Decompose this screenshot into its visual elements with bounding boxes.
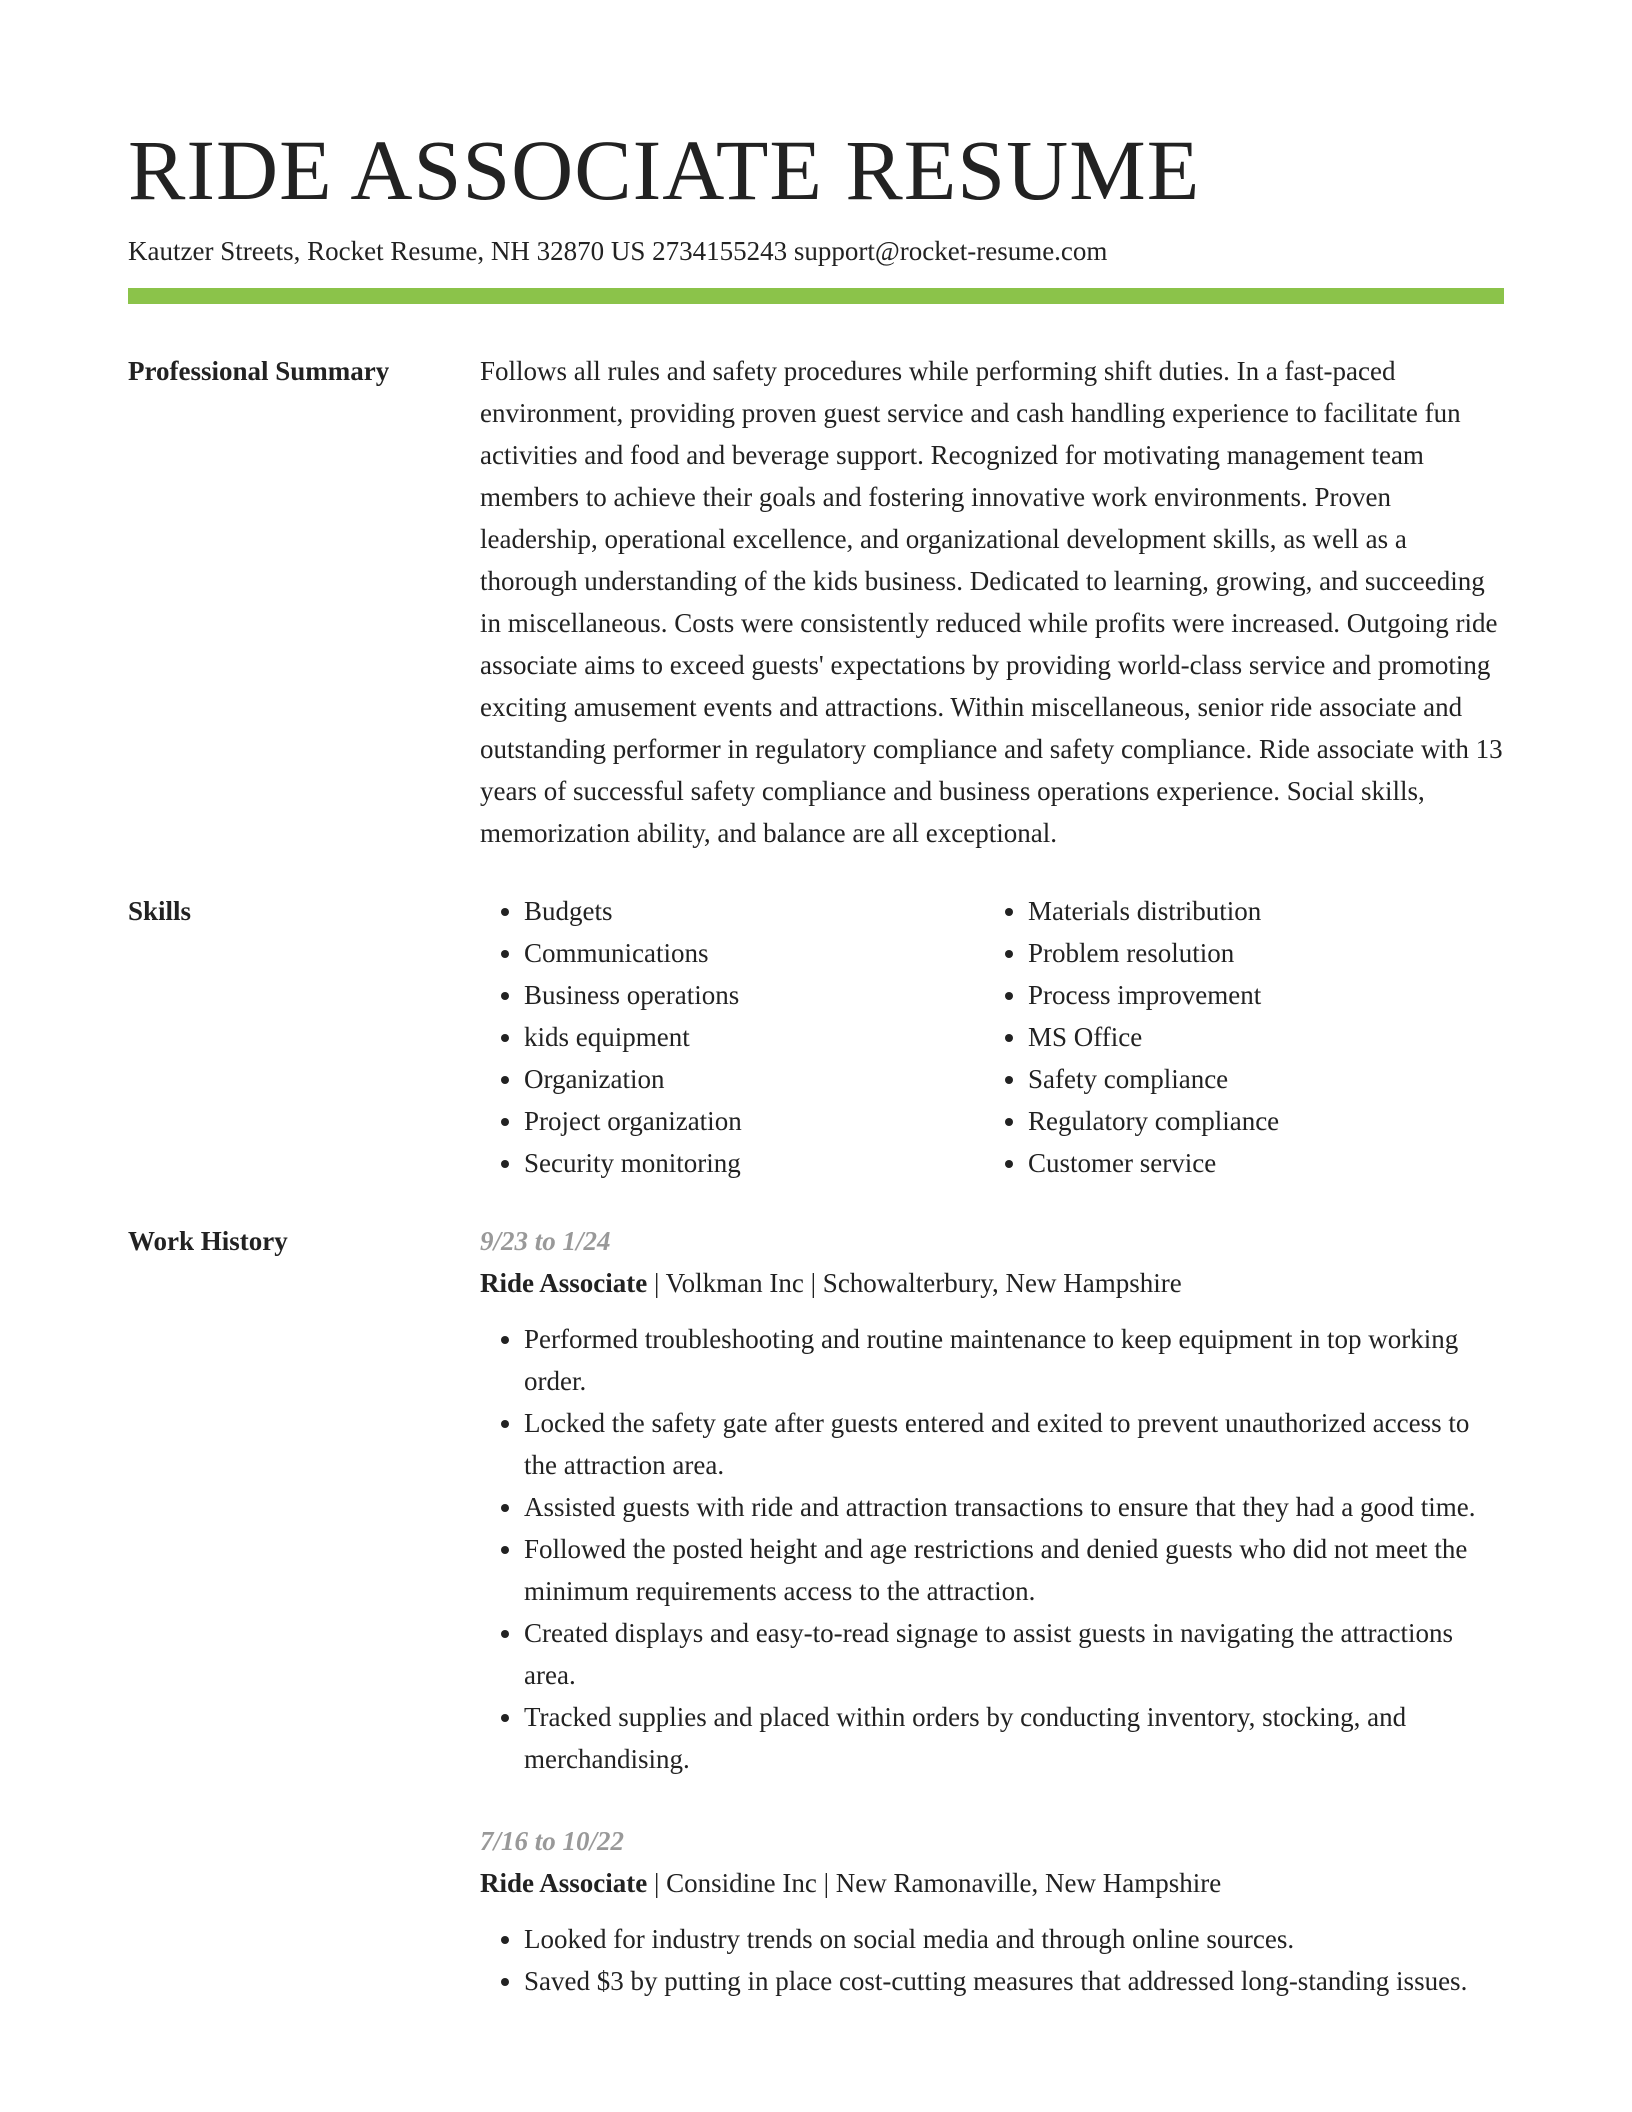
skill-item: • Problem resolution — [1028, 932, 1488, 974]
summary-text: Follows all rules and safety procedures while performing shift duties. In a fast-paced environment, providing proven guest service and cash handling experience to facilitate fun activities and food and beverage support. Recognized for motivating management team members to achieve their goals and fostering innovative work environments. Proven leadership, operational excellence, and organizational development skills, as well as a thorough understanding of the kids business. Dedicated to learning, growing, and succeeding in miscellaneous. Costs were consistently reduced while profits were increased. Outgoing ride associate aims to exceed guests' expectations by providing world-class service and promoting exciting amusement events and attractions. Within miscellaneous, senior ride associate and outstanding performer in regulatory compliance and safety compliance. Ride associate with 13 years of successful safety compliance and business operations experience. Social skills, memorization ability, and balance are all exceptional. — [480, 356, 1503, 848]
job-title: Ride Associate — [480, 1868, 648, 1898]
job-bullet: • Assisted guests with ride and attraction transactions to ensure that they had a good time. — [524, 1486, 1504, 1528]
skill-item: • Project organization — [524, 1100, 984, 1142]
skills-column-left — [480, 890, 984, 1184]
skill-item: • Materials distribution — [1028, 890, 1488, 932]
job-separator: | — [647, 1868, 667, 1898]
job-bullet: • Performed troubleshooting and routine maintenance to keep equipment in top working order. — [524, 1318, 1504, 1402]
skills-grid — [480, 890, 1504, 1184]
skill-item: • kids equipment — [524, 1016, 984, 1058]
skill-item: • Safety compliance — [1028, 1058, 1488, 1100]
job-heading — [480, 1862, 1504, 1904]
skill-item: • Communications — [524, 932, 984, 974]
work-history-heading: Work History — [128, 1226, 288, 1256]
job-location: Schowalterbury, New Hampshire — [822, 1268, 1182, 1298]
job-dates: 7/16 to 10/22 — [480, 1826, 625, 1856]
work-history-body — [480, 1220, 1504, 2002]
job-bullets — [480, 1318, 1504, 1780]
job-bullets — [480, 1918, 1504, 2002]
skill-item: • Business operations — [524, 974, 984, 1016]
skill-item: • Customer service — [1028, 1142, 1488, 1184]
skill-item: • Organization — [524, 1058, 984, 1100]
job-location: New Ramonaville, New Hampshire — [835, 1868, 1222, 1898]
job-company: Volkman Inc — [665, 1268, 804, 1298]
summary-body — [480, 350, 1504, 854]
resume-page — [128, 0, 1504, 2002]
job-separator: | — [803, 1268, 823, 1298]
skill-item: • Security monitoring — [524, 1142, 984, 1184]
job-entry — [480, 1820, 1504, 2002]
job-title: Ride Associate — [480, 1268, 648, 1298]
work-history-section — [128, 1220, 1504, 2002]
job-bullet: • Saved $3 by putting in place cost-cutting measures that addressed long-standing issues. — [524, 1960, 1504, 2002]
skills-heading: Skills — [128, 896, 192, 926]
skill-item: • MS Office — [1028, 1016, 1488, 1058]
header-divider — [128, 288, 1504, 304]
summary-section — [128, 350, 1504, 854]
job-company: Considine Inc — [666, 1868, 817, 1898]
job-bullet: • Looked for industry trends on social media and through online sources. — [524, 1918, 1504, 1960]
job-bullet: • Created displays and easy-to-read signage to assist guests in navigating the attractions area. — [524, 1612, 1504, 1696]
skills-section — [128, 890, 1504, 1184]
skill-item: • Process improvement — [1028, 974, 1488, 1016]
job-heading — [480, 1262, 1504, 1304]
job-bullet: • Followed the posted height and age restrictions and denied guests who did not meet the minimum requirements access to the attraction. — [524, 1528, 1504, 1612]
job-entry — [480, 1220, 1504, 1780]
job-bullet: • Locked the safety gate after guests entered and exited to prevent unauthorized access to the attraction area. — [524, 1402, 1504, 1486]
job-separator: | — [647, 1268, 666, 1298]
summary-heading: Professional Summary — [128, 356, 390, 386]
skill-item: • Budgets — [524, 890, 984, 932]
contact-line: Kautzer Streets, Rocket Resume, NH 32870 US 2734155243 support@rocket-resume.com — [128, 236, 1108, 266]
job-bullet: • Tracked supplies and placed within orders by conducting inventory, stocking, and merchandising. — [524, 1696, 1504, 1780]
job-dates: 9/23 to 1/24 — [480, 1226, 611, 1256]
resume-title: RIDE ASSOCIATE RESUME — [128, 122, 1201, 218]
skills-column-right — [984, 890, 1488, 1184]
job-separator: | — [816, 1868, 836, 1898]
skill-item: • Regulatory compliance — [1028, 1100, 1488, 1142]
